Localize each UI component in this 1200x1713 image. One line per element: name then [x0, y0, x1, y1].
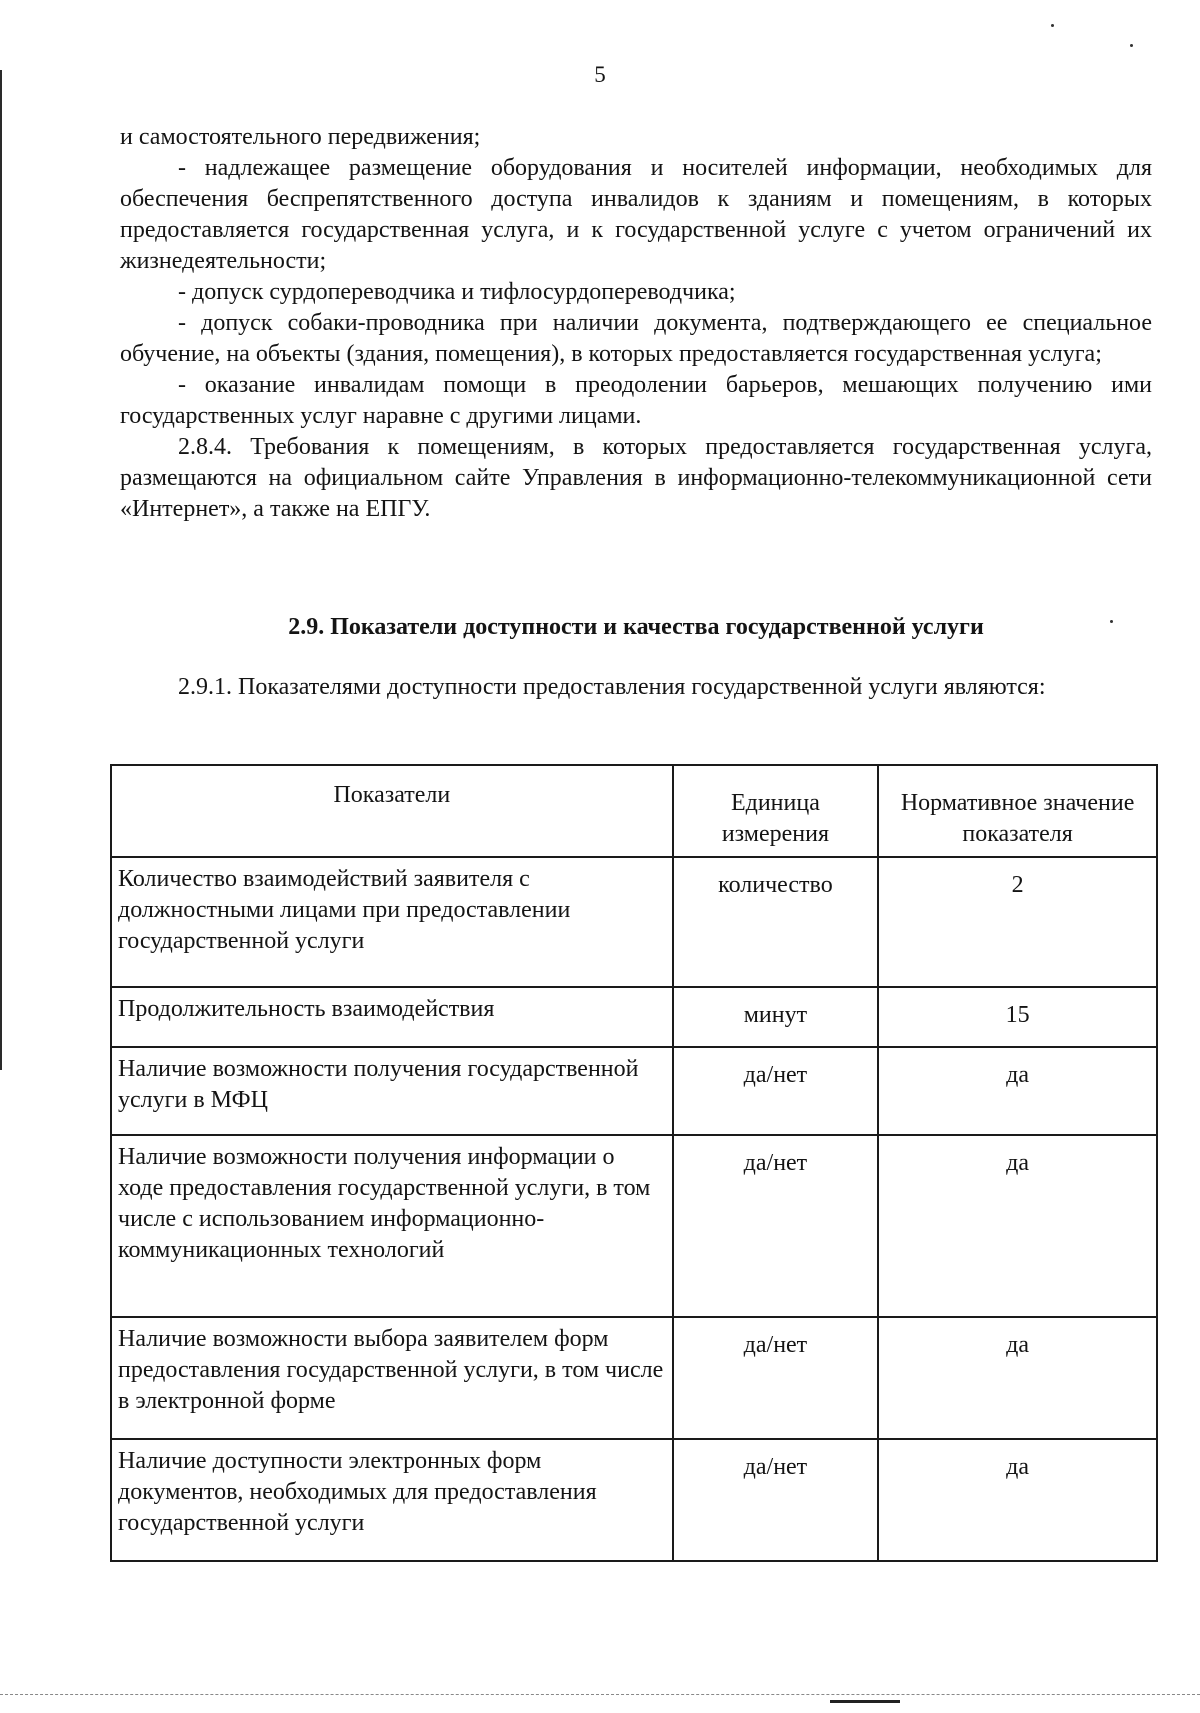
paragraph: - допуск собаки-проводника при наличии документа, подтверждающего ее специальное обучение, на объекты (здания, помещения), в которых предоставляется государственная услуга; — [120, 310, 1152, 367]
paragraph: 2.8.4. Требования к помещениям, в которых предоставляется государственная услуга, размещаются на официальном сайте Управления в информационно-телекоммуникационной сети «Интернет», а также на ЕПГУ. — [120, 434, 1152, 522]
indicator-cell: Наличие возможности получения государственной услуги в МФЦ — [111, 1047, 673, 1135]
unit-cell: количество — [673, 857, 879, 987]
norm-cell: да — [878, 1439, 1157, 1561]
indicators-table — [110, 764, 1158, 1562]
paragraph: - оказание инвалидам помощи в преодолении барьеров, мешающих получению ими государственных услуг наравне с другими лицами. — [120, 372, 1152, 429]
indicator-cell: Продолжительность взаимодействия — [111, 987, 673, 1047]
header-indicator: Показатели — [111, 765, 673, 857]
header-unit: Единица измерения — [673, 765, 879, 857]
table-row — [111, 987, 1157, 1047]
scan-edge-line — [0, 70, 2, 1070]
section-title: 2.9. Показатели доступности и качества государственной услуги — [288, 614, 984, 640]
norm-cell: да — [878, 1135, 1157, 1317]
table-row — [111, 1317, 1157, 1439]
unit-cell: минут — [673, 987, 879, 1047]
unit-cell: да/нет — [673, 1135, 879, 1317]
indicator-cell: Наличие доступности электронных форм документов, необходимых для предоставления государственной услуги — [111, 1439, 673, 1561]
scan-speck — [1051, 24, 1054, 27]
unit-cell: да/нет — [673, 1317, 879, 1439]
table-header-row — [111, 765, 1157, 857]
header-norm: Нормативное значение показателя — [878, 765, 1157, 857]
indicator-cell: Наличие возможности выбора заявителем форм предоставления государственной услуги, в том числе в электронной форме — [111, 1317, 673, 1439]
scan-bottom-mark — [830, 1700, 900, 1703]
table-row — [111, 1439, 1157, 1561]
paragraph: - надлежащее размещение оборудования и носителей информации, необходимых для обеспечения беспрепятственного доступа инвалидов к зданиям и помещениям, в которых предоставляется государственная услуга, и к государственной услуге с учетом ограничений их жизнедеятельности; — [120, 155, 1152, 274]
indicator-cell: Наличие возможности получения информации о ходе предоставления государственной услуги, в том числе с использованием информационно-коммуникационных технологий — [111, 1135, 673, 1317]
norm-cell: да — [878, 1317, 1157, 1439]
table-row — [111, 1047, 1157, 1135]
paragraph: и самостоятельного передвижения; — [120, 124, 481, 150]
unit-cell: да/нет — [673, 1439, 879, 1561]
norm-cell: да — [878, 1047, 1157, 1135]
indicator-cell: Количество взаимодействий заявителя с должностными лицами при предоставлении государственной услуги — [111, 857, 673, 987]
intro-paragraph: 2.9.1. Показателями доступности предоставления государственной услуги являются: — [178, 674, 1046, 700]
table-row — [111, 1135, 1157, 1317]
norm-cell: 15 — [878, 987, 1157, 1047]
body-text — [120, 122, 1152, 525]
norm-cell: 2 — [878, 857, 1157, 987]
scan-speck — [1130, 44, 1133, 47]
scan-bottom-edge — [0, 1694, 1200, 1697]
table-row — [111, 857, 1157, 987]
unit-cell: да/нет — [673, 1047, 879, 1135]
intro-text — [120, 672, 1152, 703]
paragraph: - допуск сурдопереводчика и тифлосурдопереводчика; — [178, 279, 736, 305]
page-number: 5 — [594, 62, 606, 87]
